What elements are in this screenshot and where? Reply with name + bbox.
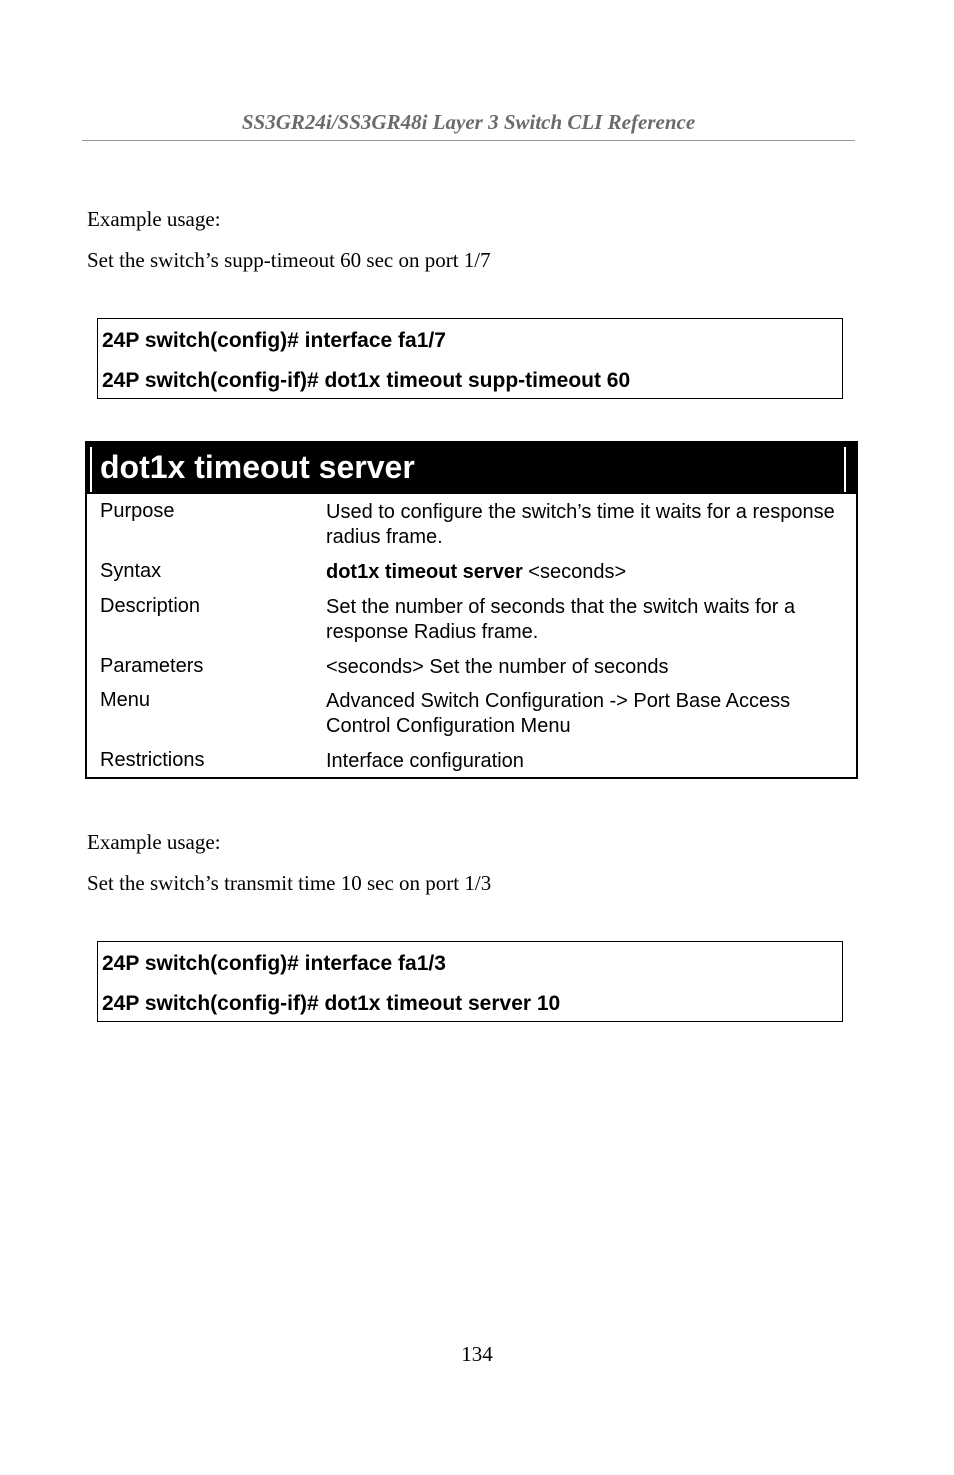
row-value: Set the number of seconds that the switch waits for a response Radius frame. [326,596,796,643]
row-label: Menu [100,689,151,711]
command-reference-table [85,441,858,779]
example-usage-label: Example usage: [87,830,221,854]
row-label: Restrictions [100,749,205,771]
row-label: Parameters [100,655,204,677]
title-bar-divider [844,447,846,492]
code-line: 24P switch(config-if)# dot1x timeout supp-timeout 60 [102,369,631,392]
example-description: Set the switch’s supp-timeout 60 sec on port 1/7 [87,248,491,272]
page-number: 134 [461,1342,493,1366]
command-title: dot1x timeout server [100,449,415,485]
code-example-box [97,941,843,1022]
example-usage-label: Example usage: [87,207,221,231]
code-line: 24P switch(config)# interface fa1/3 [102,952,446,975]
code-line: 24P switch(config)# interface fa1/7 [102,329,446,352]
syntax-args: <seconds> [522,561,627,583]
command-title-bar [87,443,856,494]
code-line: 24P switch(config-if)# dot1x timeout server 10 [102,992,561,1015]
running-header: SS3GR24i/SS3GR48i Layer 3 Switch CLI Reference [241,110,696,134]
example-description: Set the switch’s transmit time 10 sec on port 1/3 [87,871,492,895]
code-example-box [97,318,843,399]
row-label: Purpose [100,500,175,522]
row-value: Advanced Switch Configuration -> Port Base Access Control Configuration Menu [326,690,791,737]
title-bar-divider [90,447,92,492]
header-divider [82,140,855,141]
row-label: Syntax [100,560,162,582]
row-label: Description [100,595,201,617]
syntax-command: dot1x timeout server [326,561,523,583]
row-value [326,560,846,585]
row-value: <seconds> Set the number of seconds [326,656,669,678]
row-value: Used to configure the switch’s time it waits for a response radius frame. [326,501,835,548]
row-value: Interface configuration [326,750,524,772]
